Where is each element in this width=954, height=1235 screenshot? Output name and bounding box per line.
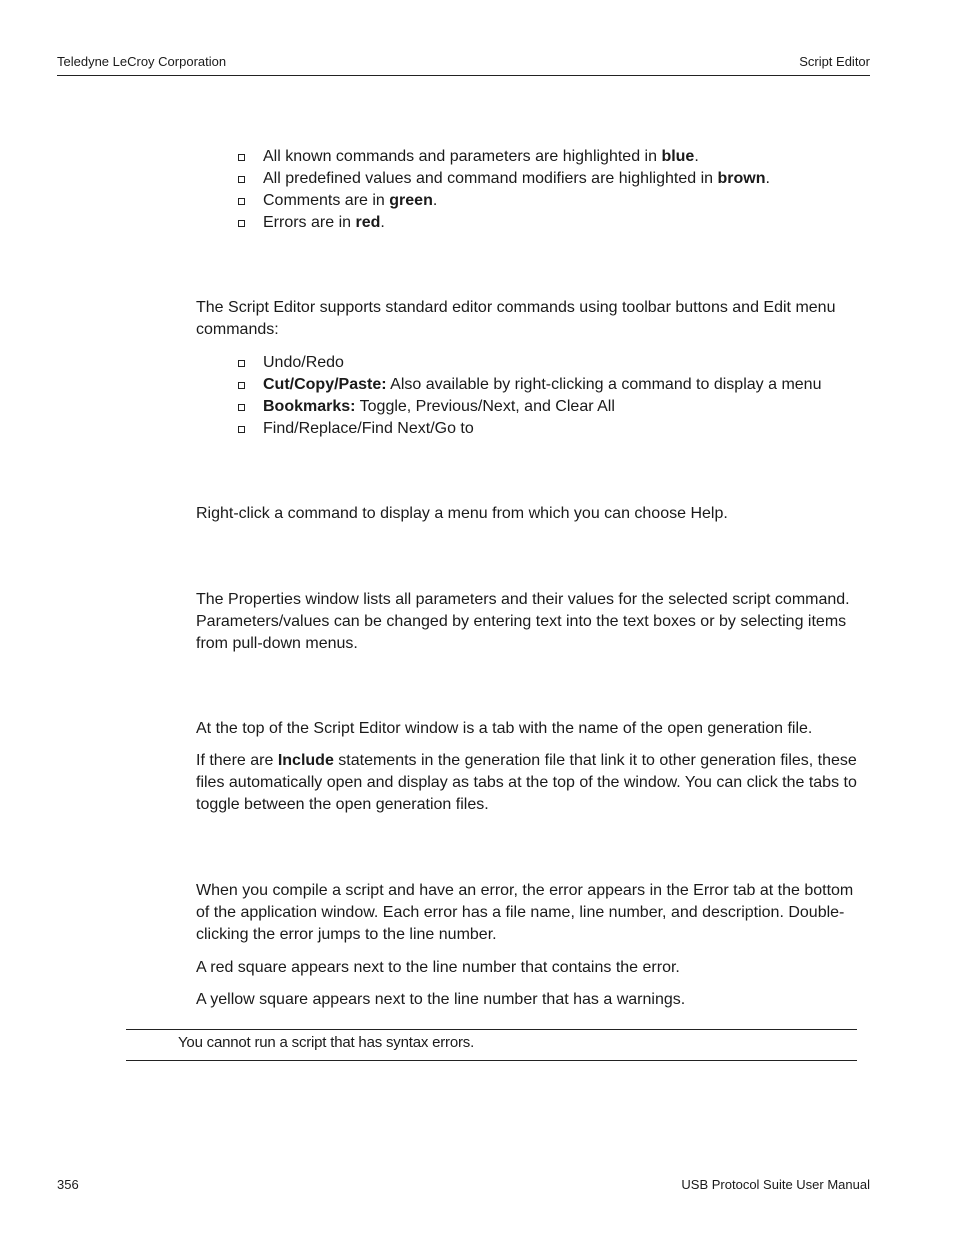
errors-paragraph-2: A red square appears next to the line number that contains the error. — [196, 959, 680, 976]
checkbox-bullet-icon — [238, 360, 245, 367]
list-item: Undo/Redo — [238, 352, 878, 374]
list-item: Bookmarks: Toggle, Previous/Next, and Clear All — [238, 396, 878, 418]
syntax-highlight-list — [238, 146, 878, 234]
checkbox-bullet-icon — [238, 154, 245, 161]
page-number: 356 — [57, 1177, 79, 1192]
page-header — [57, 53, 870, 76]
checkbox-bullet-icon — [238, 426, 245, 433]
header-section-title: Script Editor — [799, 54, 870, 69]
list-item: Errors are in red. — [238, 212, 878, 234]
note-box — [126, 1029, 857, 1061]
list-item: Comments are in green. — [238, 190, 878, 212]
editor-commands-intro: The Script Editor supports standard editor commands using toolbar buttons and Edit menu commands: — [196, 299, 836, 338]
editor-commands-list — [238, 352, 878, 440]
footer-manual-title: USB Protocol Suite User Manual — [681, 1177, 870, 1192]
list-item: Find/Replace/Find Next/Go to — [238, 418, 878, 440]
checkbox-bullet-icon — [238, 382, 245, 389]
list-item: All predefined values and command modifiers are highlighted in brown. — [238, 168, 878, 190]
checkbox-bullet-icon — [238, 176, 245, 183]
checkbox-bullet-icon — [238, 220, 245, 227]
errors-paragraph-1: When you compile a script and have an error, the error appears in the Error tab at the bottom of the application window. Each error has a file name, line number, and description. Double-clicking the error jumps to the line number. — [196, 882, 854, 943]
list-item: Cut/Copy/Paste: Also available by right-clicking a command to display a menu — [238, 374, 878, 396]
checkbox-bullet-icon — [238, 404, 245, 411]
checkbox-bullet-icon — [238, 198, 245, 205]
tabs-paragraph-2: If there are Include statements in the generation file that link it to other generation files, these files automatically open and display as tabs at the top of the window. You can click the tabs to toggle between the open generation files. — [196, 752, 857, 813]
note-text: You cannot run a script that has syntax errors. — [178, 1034, 475, 1051]
help-paragraph: Right-click a command to display a menu from which you can choose Help. — [196, 505, 728, 522]
list-item: All known commands and parameters are highlighted in blue. — [238, 146, 878, 168]
tabs-paragraph-1: At the top of the Script Editor window is a tab with the name of the open generation file. — [196, 720, 813, 737]
errors-paragraph-3: A yellow square appears next to the line number that has a warnings. — [196, 991, 686, 1008]
header-company: Teledyne LeCroy Corporation — [57, 54, 227, 69]
properties-paragraph: The Properties window lists all parameters and their values for the selected script command. Parameters/values can be changed by entering text into the text boxes or by selecting items from pull-down menus. — [196, 591, 850, 652]
